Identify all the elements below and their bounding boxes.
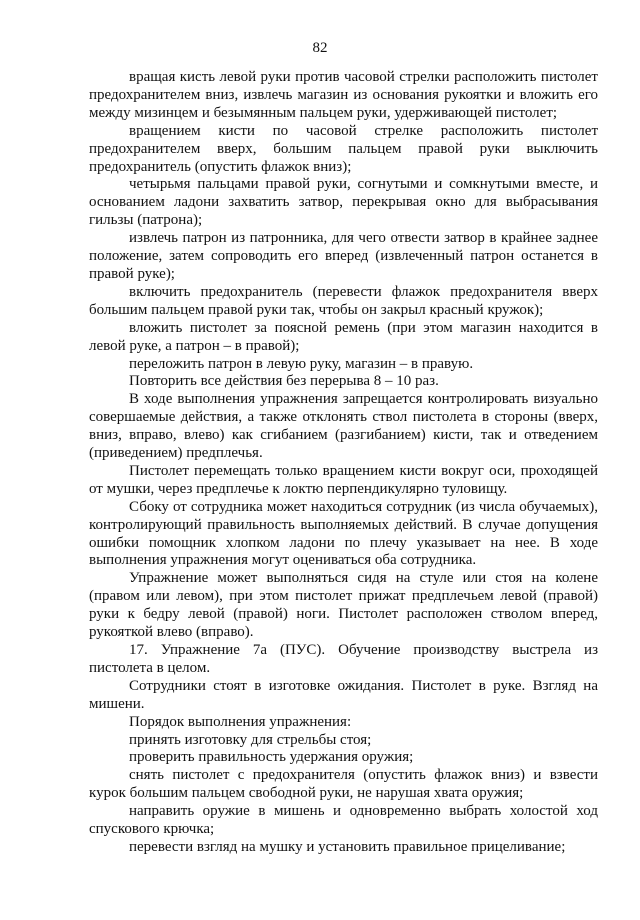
paragraph: включить предохранитель (перевести флажок предохранителя вверх большим пальцем правой руки так, чтобы он закрыл красный кружок); [89, 283, 598, 318]
paragraph: Порядок выполнения упражнения: [129, 713, 352, 730]
paragraph: Сбоку от сотрудника может находиться сотрудник (из числа обучаемых), контролирующий правильность выполняемых действий. В случае допущения ошибки помощник хлопком ладони по плечу указывает на нее. В ходе выполнения упражнения могут оцениваться оба сотрудника. [89, 498, 598, 569]
paragraph: В ходе выполнения упражнения запрещается контролировать визуально совершаемые действия, а также отклонять ствол пистолета в стороны (вверх, вниз, вправо, влево) как сгибанием (разгибанием) кисти, так и отведением (приведением) предплечья. [89, 391, 598, 462]
paragraph: четырьмя пальцами правой руки, согнутыми и сомкнутыми вместе, и основанием ладони захватить затвор, перекрывая окно для выбрасывания гильзы (патрона); [89, 176, 598, 229]
body-text [89, 69, 598, 857]
paragraph: Повторить все действия без перерыва 8 – 10 раз. [129, 373, 439, 390]
paragraph: вложить пистолет за поясной ремень (при этом магазин находится в левой руке, а патрон – в правой); [89, 319, 598, 354]
paragraph: переложить патрон в левую руку, магазин – в правую. [129, 355, 474, 372]
paragraph: вращая кисть левой руки против часовой стрелки расположить пистолет предохранителем вниз, извлечь магазин из основания рукоятки и вложить его между мизинцем и безымянным пальцем руки, удерживающей пистолет; [89, 69, 598, 121]
list-item: перевести взгляд на мушку и установить правильное прицеливание; [129, 838, 566, 855]
list-item: проверить правильность удержания оружия; [129, 749, 414, 766]
page-number: 82 [312, 40, 328, 56]
list-item: направить оружие в мишень и одновременно выбрать холостой ход спускового крючка; [89, 803, 598, 838]
section-heading-paragraph: 17. Упражнение 7а (ПУС). Обучение производству выстрела из пистолета в целом. [89, 642, 598, 676]
list-item: принять изготовку для стрельбы стоя; [129, 731, 372, 748]
paragraph: вращением кисти по часовой стрелке расположить пистолет предохранителем вверх, большим пальцем правой руки выключить предохранитель (опустить флажок вниз); [89, 122, 598, 175]
paragraph: Упражнение может выполняться сидя на стуле или стоя на колене (правом или левом), при этом пистолет прижат предплечьем левой (правой) руки к бедру левой (правой) ноги. Пистолет расположен стволом вперед, рукояткой влево (вправо). [89, 570, 598, 641]
paragraph: извлечь патрон из патронника, для чего отвести затвор в крайнее заднее положение, затем сопроводить его вперед (извлеченный патрон останется в правой руке); [89, 230, 598, 282]
paragraph: Пистолет перемещать только вращением кисти вокруг оси, проходящей от мушки, через предплечье к локтю перпендикулярно туловищу. [89, 462, 598, 497]
list-item: снять пистолет с предохранителя (опустить флажок вниз) и взвести курок большим пальцем свободной руки, не нарушая хвата оружия; [89, 767, 598, 802]
paragraph: Сотрудники стоят в изготовке ожидания. Пистолет в руке. Взгляд на мишени. [89, 677, 598, 712]
